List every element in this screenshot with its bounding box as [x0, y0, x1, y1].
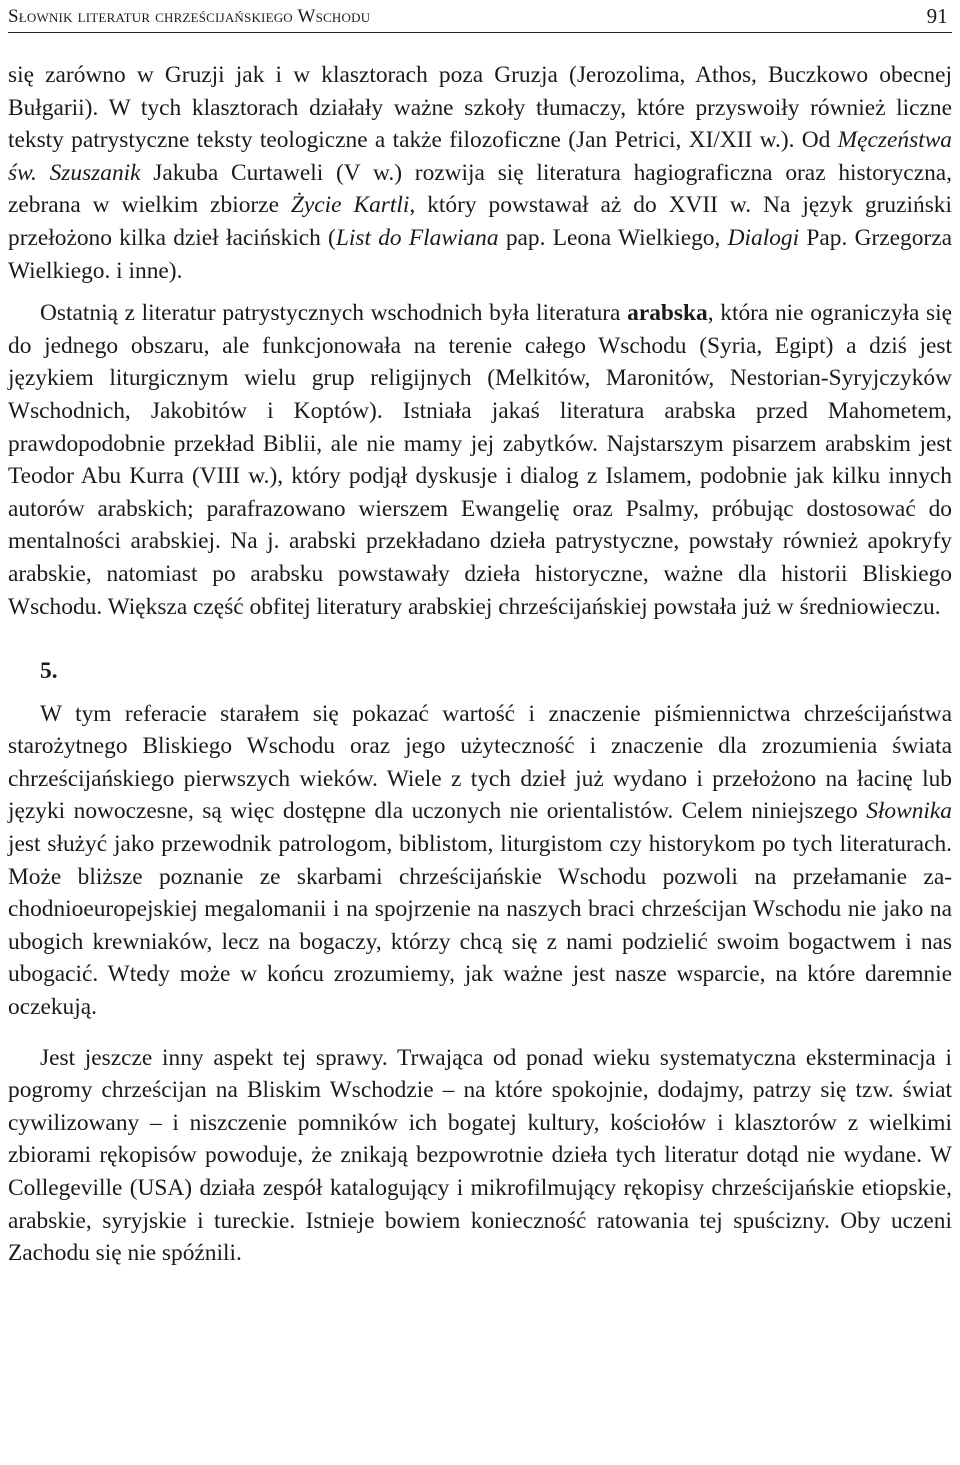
document-page	[8, 0, 952, 1270]
section-heading: 5.	[40, 658, 58, 685]
text-run: W tym referacie starałem się pokazać wartość i znaczenie piśmiennictwa chrześcijaństwa starożytnego Bliskiego Wschodu oraz jego użyteczność i znaczenie dla zrozumienia świata chrześcijańskiego pierwszych wieków. Wiele z tych dzieł już wydano i przełożono na łacinę lub języki nowoczesne, są więc dostępne dla uczonych nie orientalistów. Celem niniejszego	[8, 700, 952, 825]
running-title-text: Słownik literatur chrześcijańskiego Wschodu	[8, 6, 371, 27]
running-header	[8, 0, 952, 33]
paragraph-other-aspect	[8, 1042, 952, 1270]
text-run: się zarówno w Gruzji jak i w klasztorach poza Gruzja (Jerozolima, Athos, Buczkowo obecnej Bułgarii). W tych klasztorach działały ważne szkoły tłumaczy, które przyswoiły również liczne teksty patrystyczne teksty teologiczne a także filozoficzne (Jan Petrici, XI/XII w.). Od	[8, 62, 952, 154]
italic-title: Dialogi	[727, 224, 800, 251]
running-title	[8, 6, 370, 28]
text-run: , który powstawał aż do XVII w. Na język gruziński przełożono kilka dzieł łacińskich (	[8, 192, 952, 251]
italic-title: Męczeństwa św. Szuszanik	[8, 127, 952, 186]
paragraph-arabic-literature	[8, 297, 952, 623]
text-run: jest służyć jako przewodnik patrologom, biblistom, liturgistom czy historykom po tych literaturach. Może bliższe poznanie ze skarbami chrześcijańskie Wschodu pozwoli na przełamanie zachodnioeuropejskiej megalomanii i na spojrzenie na naszych braci chrześcijan Wschodu nie jako na ubogich krewniaków, lecz na bogaczy, którzy chcą się z nami podzielić swoim bogactwem i nas ubogacić. Wtedy może w końcu zrozumiemy, jak ważne jest nasze wsparcie, na które daremnie oczekują.	[8, 831, 952, 1021]
page-number: 91	[926, 4, 948, 28]
text-run: Ostatnią z literatur patrystycznych wschodnich była literatura	[40, 300, 628, 327]
paragraph-conclusion	[8, 698, 952, 1024]
italic-title: Życie Kartli	[290, 192, 410, 219]
spacer	[8, 287, 952, 297]
text-run: Jakuba Curtaweli (V w.) rozwija się literatura hagiograficzna oraz historyczna, zebrana w wielkim zbiorze	[8, 159, 952, 219]
italic-title: Słownika	[866, 798, 952, 825]
text-run: Pap. Grzegorza Wielkiego. i inne).	[8, 224, 952, 284]
italic-title: List do Flawiana	[335, 224, 499, 251]
text-run: Jest jeszcze inny aspekt tej sprawy. Trwająca od ponad wieku systematyczna eksterminacja i pogromy chrześcijan na Bliskim Wschodzie – na które spokojnie, dodajmy, patrzy się tzw. świat cywilizowany – i niszczenie pomników ich bogatej kultury, kościołów i klasztorów z wielkimi zbiorami rękopisów powoduje, że znikają bezpowrotnie dzieła tych literatur dotąd nie wydane. W Collegeville (USA) działa zespół katalogujący i mikrofilmujący rękopisy chrześcijańskie etiopskie, arabskie, syryjskie i tureckie. Istnieje bowiem konieczność ratowania tej spuścizny. Oby uczeni Zachodu się nie spóźnili.	[8, 1044, 952, 1267]
body-text	[8, 59, 952, 1270]
text-run: , która nie ograniczyła się do jednego obszaru, ale funkcjonowała na terenie całego Wschodu (Syria, Egipt) a dziś jest językiem liturgicznym wielu grup religijnych (Melkitów, Maronitów, Nestorian-Syryjczyków Wschodnich, Jakobitów i Koptów). Istniała jakaś literatura arabska przed Mahometem, prawdopodobnie przekład Biblii, ale nie mamy jej zabytków. Najstarszym pisarzem arabskim jest Teodor Abu Kurra (VIII w.), który podjął dyskusje i dialog z Islamem, podobnie jak kilku innych autorów arabskich; parafrazowano wierszem Ewangelię oraz Psalmy, próbując dostosować do mentalności arabskiej. Na j. arabski przekładano dzieła patrystyczne, powstały również apokryfy arabskie, natomiast po arabsku powstawały dzieła historyczne, ważne dla historii Bliskiego Wschodu. Większa część obfitej literatury arabskiej chrześcijańskiej powstała już w średniowieczu.	[8, 300, 952, 620]
spacer	[8, 1024, 952, 1042]
paragraph-georgian-literature	[8, 59, 952, 287]
text-run: pap. Leona Wielkiego,	[498, 224, 728, 251]
bold-term: arabska	[627, 300, 708, 327]
